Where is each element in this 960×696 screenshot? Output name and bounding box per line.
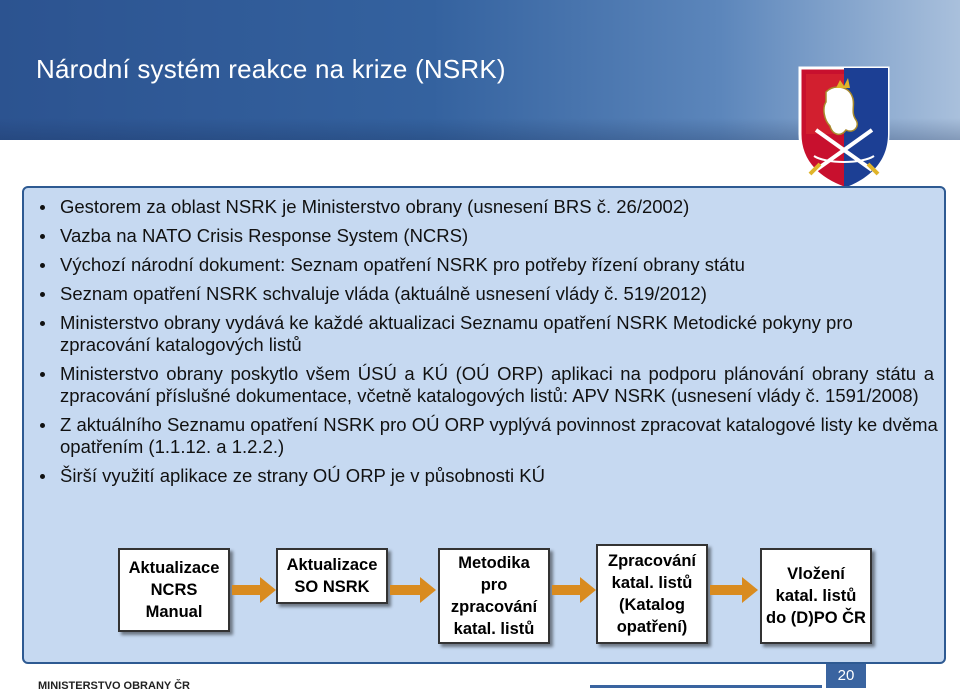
bullet-list [36, 196, 946, 494]
bullet-dot-icon [40, 474, 45, 479]
bullet-item [36, 312, 946, 356]
bullet-dot-icon [40, 205, 45, 210]
footer-organization: MINISTERSTVO OBRANY ČR [38, 680, 190, 692]
bullet-text: Širší využití aplikace ze strany OÚ ORP je v působnosti KÚ [60, 465, 545, 486]
bullet-text: Z aktuálního Seznamu opatření NSRK pro OÚ ORP vyplývá povinnost zpracovat katalogové listy ke dvěma opatřením (1.1.12. a 1.2.2.) [60, 414, 938, 457]
flow-step-zpracovani [596, 544, 708, 644]
flow-step-so-nsrk [276, 548, 388, 604]
bullet-text: Ministerstvo obrany poskytlo všem ÚSÚ a KÚ (OÚ ORP) aplikaci na podporu plánování obrany státu a zpracování příslušné dokumentace, včetně katalogových listů: APV NSRK (usnesení vlády č. 1591/2008) [60, 363, 934, 406]
bullet-text: Vazba na NATO Crisis Response System (NCRS) [60, 225, 469, 246]
flow-arrow-icon [552, 585, 582, 595]
bullet-text: Gestorem za oblast NSRK je Ministerstvo obrany (usnesení BRS č. 26/2002) [60, 196, 690, 217]
ministry-emblem-icon [796, 64, 892, 192]
flow-step-ncrs-manual [118, 548, 230, 632]
bullet-dot-icon [40, 423, 45, 428]
bullet-dot-icon [40, 234, 45, 239]
bullet-item [36, 225, 946, 247]
flow-arrow-icon [390, 585, 422, 595]
bullet-item [36, 283, 946, 305]
flow-step-metodika [438, 548, 550, 644]
flow-step-label: Metodika pro zpracování katal. listů [450, 554, 538, 638]
flow-arrow-icon [710, 585, 744, 595]
page-number: 20 [826, 664, 866, 688]
bullet-dot-icon [40, 292, 45, 297]
bullet-item [36, 254, 946, 276]
bullet-dot-icon [40, 372, 45, 377]
bullet-item [36, 465, 946, 487]
flow-step-label: Vložení katal. listů do (D)PO ČR [766, 565, 866, 627]
flow-step-label: Zpracování katal. listů (Katalog opatření) [607, 552, 697, 636]
bullet-text: Výchozí národní dokument: Seznam opatření NSRK pro potřeby řízení obrany státu [60, 254, 745, 275]
bullet-dot-icon [40, 263, 45, 268]
flow-step-label: Aktualizace SO NSRK [286, 556, 378, 596]
flow-step-label: Aktualizace NCRS Manual [128, 559, 220, 621]
bullet-item [36, 196, 946, 218]
bullet-text: Ministerstvo obrany vydává ke každé aktualizaci Seznamu opatření NSRK Metodické pokyny pro zpracování katalogových listů [60, 312, 853, 355]
flow-step-vlozeni [760, 548, 872, 644]
footer-divider [590, 685, 822, 688]
page-title: Národní systém reakce na krize (NSRK) [36, 54, 506, 84]
bullet-dot-icon [40, 321, 45, 326]
bullet-item [36, 414, 946, 458]
flow-arrow-icon [232, 585, 262, 595]
bullet-text: Seznam opatření NSRK schvaluje vláda (aktuálně usnesení vlády č. 519/2012) [60, 283, 707, 304]
bullet-item [36, 363, 946, 407]
